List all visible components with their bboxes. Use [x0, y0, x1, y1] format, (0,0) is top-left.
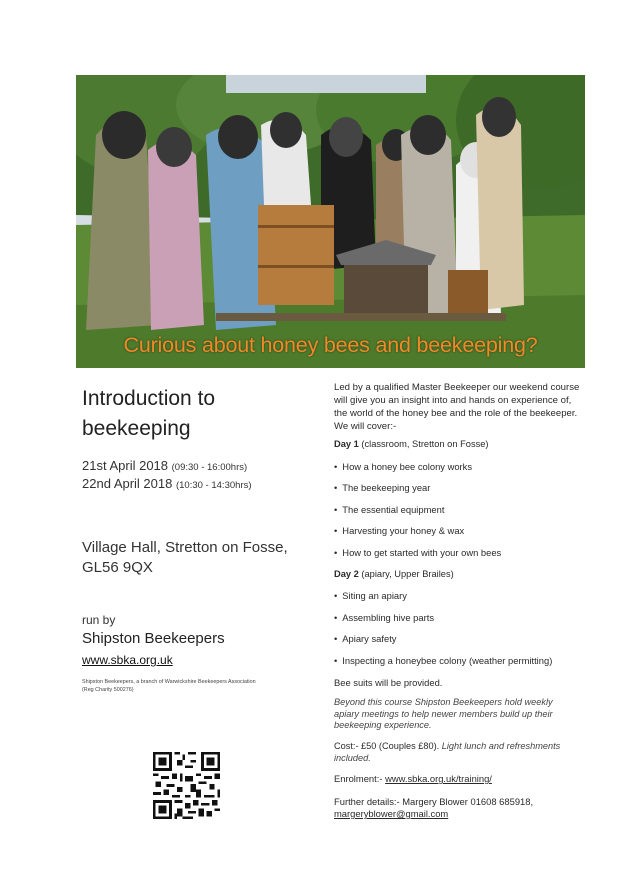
course-dates [82, 458, 252, 494]
day-2-item: • Apiary safety [334, 633, 397, 644]
organisation-name: Shipston Beekeepers [82, 630, 225, 647]
day-1-label: Day 1 [334, 439, 359, 449]
day-1-item: • How to get started with your own bees [334, 547, 501, 558]
date-2 [82, 476, 252, 494]
venue [82, 538, 288, 578]
title-line-2: beekeeping [82, 417, 191, 440]
cost-info [334, 741, 574, 764]
venue-line-2: GL56 9QX [82, 559, 153, 576]
venue-line-1: Village Hall, Stretton on Fosse, [82, 539, 288, 556]
further-details-line: Further details:- Margery Blower 01608 685918, [334, 796, 534, 807]
day-2-label: Day 2 [334, 569, 359, 579]
fine-print-line-1: Shipston Beekeepers, a branch of Warwickshire Beekeepers Association [82, 679, 256, 685]
course-title [82, 384, 302, 444]
day-2-item: • Siting an apiary [334, 590, 407, 601]
date-1-label: 21st April 2018 [82, 458, 169, 473]
day-2-detail: (apiary, Upper Brailes) [361, 569, 454, 579]
date-2-time: (10:30 - 14:30hrs) [175, 480, 252, 491]
day-2-item: • Assembling hive parts [334, 612, 434, 623]
day-1-heading [334, 439, 489, 449]
cost-label: Cost:- £50 (Couples £80). [334, 741, 440, 751]
run-by-label: run by [82, 613, 116, 627]
beekeepers-photo [76, 75, 585, 368]
fine-print-line-2: (Reg Charity 500276) [82, 687, 134, 693]
charity-fine-print [82, 678, 292, 694]
date-1-time: (09:30 - 16:00hrs) [171, 462, 248, 473]
headline: Curious about honey bees and beekeeping? [123, 333, 538, 357]
day-1-item: • The essential equipment [334, 504, 444, 515]
email-link[interactable]: margeryblower@gmail.com [334, 808, 449, 819]
title-line-1: Introduction to [82, 387, 216, 410]
enrolment-label: Enrolment:- [334, 773, 383, 784]
email-row [334, 808, 584, 819]
enrolment-line [334, 773, 584, 784]
website-link[interactable]: www.sbka.org.uk [82, 653, 173, 667]
day-1-item: • Harvesting your honey & wax [334, 525, 464, 536]
intro-paragraph: Led by a qualified Master Beekeeper our weekend course will give you an insight into and hands on experience of, the world of the honey bee and the role of the beekeeper. We will cover:- [334, 382, 580, 432]
day-2-heading [334, 569, 454, 579]
date-1 [82, 458, 252, 476]
day-1-item: • How a honey bee colony works [334, 461, 472, 472]
day-1-detail: (classroom, Stretton on Fosse) [361, 439, 489, 449]
hero-photo [76, 75, 585, 368]
enrolment-link[interactable]: www.sbka.org.uk/training/ [385, 773, 492, 784]
date-2-label: 22nd April 2018 [82, 476, 173, 491]
qr-code-icon[interactable] [153, 752, 220, 819]
day-2-item: • Inspecting a honeybee colony (weather permitting) [334, 655, 552, 666]
bee-suits-note: Bee suits will be provided. [334, 677, 443, 688]
cost-note: Light lunch and refreshments included. [334, 741, 561, 763]
day-1-item: • The beekeeping year [334, 482, 430, 493]
beyond-course-note: Beyond this course Shipston Beekeepers hold weekly apiary meetings to help newer members build up their beekeeping experience. [334, 697, 553, 730]
course-description [334, 381, 584, 433]
